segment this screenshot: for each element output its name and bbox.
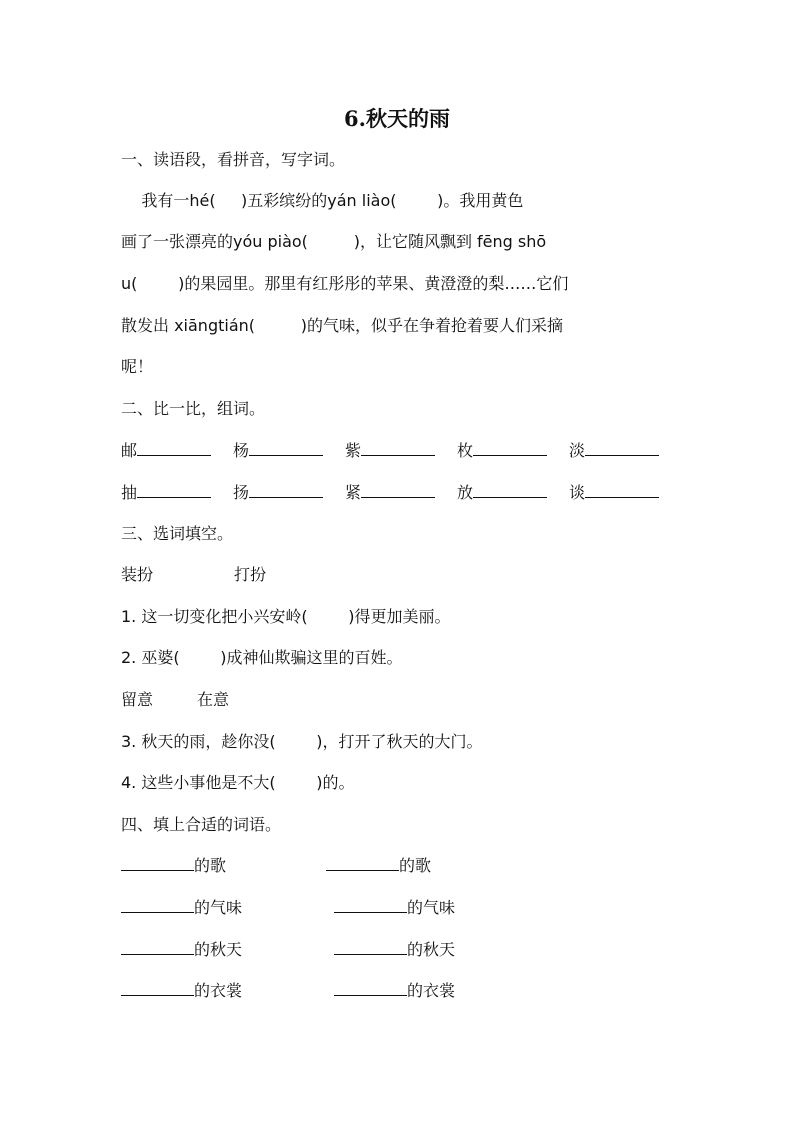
answer-blank[interactable] <box>121 856 194 871</box>
question-2: 2. 巫婆( )成神仙欺骗这里的百姓。 <box>121 648 403 667</box>
fill-item <box>334 898 455 918</box>
compare-char: 枚 <box>457 441 474 460</box>
fill-item <box>334 940 455 960</box>
answer-blank[interactable] <box>249 441 323 456</box>
word-choice: 在意 <box>197 690 230 709</box>
compare-char: 扬 <box>233 483 250 502</box>
compare-item <box>121 483 211 503</box>
answer-blank[interactable] <box>326 856 399 871</box>
answer-blank[interactable] <box>334 898 407 913</box>
fill-item <box>121 981 242 1001</box>
fill-suffix: 的歌 <box>194 856 227 875</box>
compare-item <box>233 441 323 461</box>
fill-row-1 <box>121 856 521 876</box>
word-choice-group-2 <box>121 690 421 710</box>
answer-blank[interactable] <box>585 441 659 456</box>
fill-item <box>121 856 226 876</box>
section1-line-1: 我有一hé( )五彩缤纷的yán liào( )。我用黄色 <box>121 191 524 210</box>
section3-heading: 三、选词填空。 <box>121 524 234 543</box>
question-1: 1. 这一切变化把小兴安岭( )得更加美丽。 <box>121 607 451 626</box>
fill-suffix: 的衣裳 <box>407 981 456 1000</box>
answer-blank[interactable] <box>249 483 323 498</box>
compare-char: 紫 <box>345 441 362 460</box>
compare-char: 淡 <box>569 441 586 460</box>
compare-item <box>345 441 435 461</box>
answer-blank[interactable] <box>361 441 435 456</box>
answer-blank[interactable] <box>121 981 194 996</box>
answer-blank[interactable] <box>137 441 211 456</box>
compare-char: 邮 <box>121 441 138 460</box>
answer-blank[interactable] <box>473 483 547 498</box>
answer-blank[interactable] <box>121 940 194 955</box>
fill-suffix: 的气味 <box>407 898 456 917</box>
compare-item <box>457 483 547 503</box>
section1-line-2: 画了一张漂亮的yóu piào( )，让它随风飘到 fēng shō <box>121 232 547 251</box>
fill-suffix: 的气味 <box>194 898 243 917</box>
fill-row-4 <box>121 981 521 1001</box>
compare-char: 紧 <box>345 483 362 502</box>
section4-heading: 四、填上合适的词语。 <box>121 815 282 834</box>
answer-blank[interactable] <box>121 898 194 913</box>
page-title: 6.秋天的雨 <box>344 106 450 131</box>
section1-line-4: 散发出 xiāngtián( )的气味，似乎在争着抢着要人们采摘 <box>121 316 564 335</box>
fill-item <box>121 940 242 960</box>
compare-char: 放 <box>457 483 474 502</box>
fill-suffix: 的衣裳 <box>194 981 243 1000</box>
compare-item <box>345 483 435 503</box>
word-choice-group-1 <box>121 565 421 585</box>
section1-line-3: u( )的果园里。那里有红彤彤的苹果、黄澄澄的梨……它们 <box>121 274 569 293</box>
compare-item <box>233 483 323 503</box>
fill-row-2 <box>121 898 521 918</box>
word-choice: 装扮 <box>121 565 154 584</box>
compare-char: 杨 <box>233 441 250 460</box>
compare-item <box>569 441 659 461</box>
section1-line-5: 呢！ <box>121 357 154 376</box>
word-choice: 打扮 <box>234 565 267 584</box>
answer-blank[interactable] <box>473 441 547 456</box>
compare-item <box>569 483 659 503</box>
fill-suffix: 的歌 <box>399 856 432 875</box>
fill-row-3 <box>121 940 521 960</box>
answer-blank[interactable] <box>361 483 435 498</box>
section1-heading: 一、读语段，看拼音，写字词。 <box>121 150 346 169</box>
fill-item <box>334 981 455 1001</box>
fill-item <box>326 856 431 876</box>
answer-blank[interactable] <box>585 483 659 498</box>
compare-row-1 <box>121 441 681 461</box>
compare-row-2 <box>121 483 681 503</box>
answer-blank[interactable] <box>137 483 211 498</box>
question-4: 4. 这些小事他是不大( )的。 <box>121 773 355 792</box>
compare-item <box>457 441 547 461</box>
word-choice: 留意 <box>121 690 154 709</box>
question-3: 3. 秋天的雨，趁你没( )，打开了秋天的大门。 <box>121 732 483 751</box>
fill-suffix: 的秋天 <box>407 940 456 959</box>
fill-suffix: 的秋天 <box>194 940 243 959</box>
compare-char: 抽 <box>121 483 138 502</box>
answer-blank[interactable] <box>334 940 407 955</box>
compare-item <box>121 441 211 461</box>
fill-item <box>121 898 242 918</box>
answer-blank[interactable] <box>334 981 407 996</box>
section2-heading: 二、比一比，组词。 <box>121 399 266 418</box>
compare-char: 谈 <box>569 483 586 502</box>
